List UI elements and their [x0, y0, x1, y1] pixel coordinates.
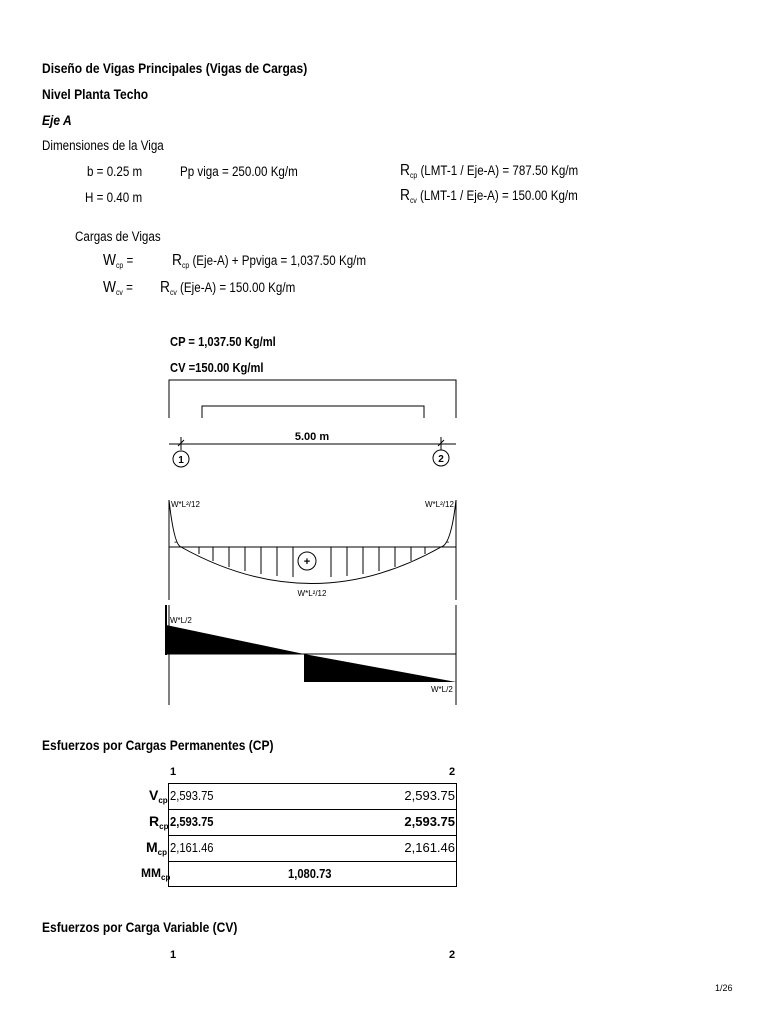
cp-column-2-header: 2: [449, 766, 456, 778]
shear-right-label: W*L/2: [431, 685, 453, 694]
wcv-label: $W_{cv}$ =: [103, 279, 133, 297]
moment-diagram: [0, 490, 768, 600]
rcv-value: 150.00 Kg/m: [511, 188, 578, 203]
mm-cp-label: $MM_{cp}$: [141, 866, 171, 882]
moment-right-label: W*L²/12: [425, 500, 454, 509]
cv-column-2-header: 2: [449, 949, 456, 961]
cp-section-title: Esfuerzos por Cargas Permanentes (CP): [42, 737, 274, 753]
r-cp-value-1: 2,593.75: [170, 814, 214, 829]
cv-column-1-header: 1: [170, 949, 177, 961]
cv-load-label: CV =150.00 Kg/ml: [170, 360, 264, 375]
cv-load-bracket: [202, 406, 424, 418]
node-2-label: 2: [438, 454, 444, 465]
cp-load-label: CP = 1,037.50 Kg/ml: [170, 334, 276, 349]
document-title: Diseño de Vigas Principales (Vigas de Cargas): [42, 60, 308, 76]
wcp-value: 1,037.50 Kg/m: [290, 253, 367, 268]
moment-mid-label: W*L²/12: [297, 589, 327, 598]
mm-cp-value: 1,080.73: [288, 866, 332, 881]
shear-diagram: [0, 600, 768, 708]
positive-sign: +: [303, 556, 311, 568]
wcp-label: $W_{cp}$ =: [103, 252, 134, 270]
rcp-reaction: $R_{cp}$ (LMT-1 / Eje-A) = 787.50 Kg/m: [400, 162, 579, 180]
r-cp-label: $R_{cp}$: [149, 813, 169, 831]
node-1-label: 1: [178, 455, 184, 466]
beam-width: b = 0.25 m: [87, 164, 143, 179]
beam-height: H = 0.40 m: [85, 190, 143, 205]
cp-load-bracket: [169, 380, 456, 418]
rcp-value: 787.50 Kg/m: [512, 163, 579, 178]
shear-left-label: W*L/2: [170, 616, 192, 625]
span-label: 5.00 m: [294, 431, 330, 443]
axis-title: Eje A: [42, 112, 72, 128]
cp-column-1-header: 1: [170, 766, 177, 778]
shear-negative-region: [304, 654, 456, 682]
level-title: Nivel Planta Techo: [42, 86, 149, 102]
wcv-value: 150.00 Kg/m: [229, 280, 296, 295]
dimensions-title: Dimensiones de la Viga: [42, 138, 164, 153]
shear-positive-region: [166, 625, 304, 654]
moment-curve: [169, 500, 456, 584]
beam-self-weight: Pp viga = 250.00 Kg/m: [180, 164, 298, 179]
left-negative-sign: -: [174, 537, 178, 548]
loads-title: Cargas de Vigas: [75, 229, 161, 244]
right-negative-sign: -: [446, 537, 450, 548]
page-number: 1/26: [715, 983, 733, 993]
moment-left-label: W*L²/12: [171, 500, 200, 509]
m-cp-value-1: 2,161.46: [170, 840, 214, 855]
v-cp-value-2: 2,593.75: [404, 788, 455, 803]
cv-section-title: Esfuerzos por Carga Variable (CV): [42, 919, 238, 935]
r-cp-value-2: 2,593.75: [404, 814, 455, 829]
rcv-reaction: $R_{cv}$ (LMT-1 / Eje-A) = 150.00 Kg/m: [400, 187, 578, 205]
wcv-formula: $R_{cv}$ (Eje-A) = 150.00 Kg/m: [160, 279, 296, 297]
m-cp-value-2: 2,161.46: [404, 840, 455, 855]
v-cp-value-1: 2,593.75: [170, 788, 214, 803]
m-cp-label: $M_{cp}$: [146, 839, 168, 857]
beam-diagram: [0, 370, 768, 480]
wcp-formula: $R_{cp}$ (Eje-A) + Ppviga = 1,037.50 Kg/m: [172, 252, 367, 270]
v-cp-label: $V_{cp}$: [149, 787, 168, 805]
